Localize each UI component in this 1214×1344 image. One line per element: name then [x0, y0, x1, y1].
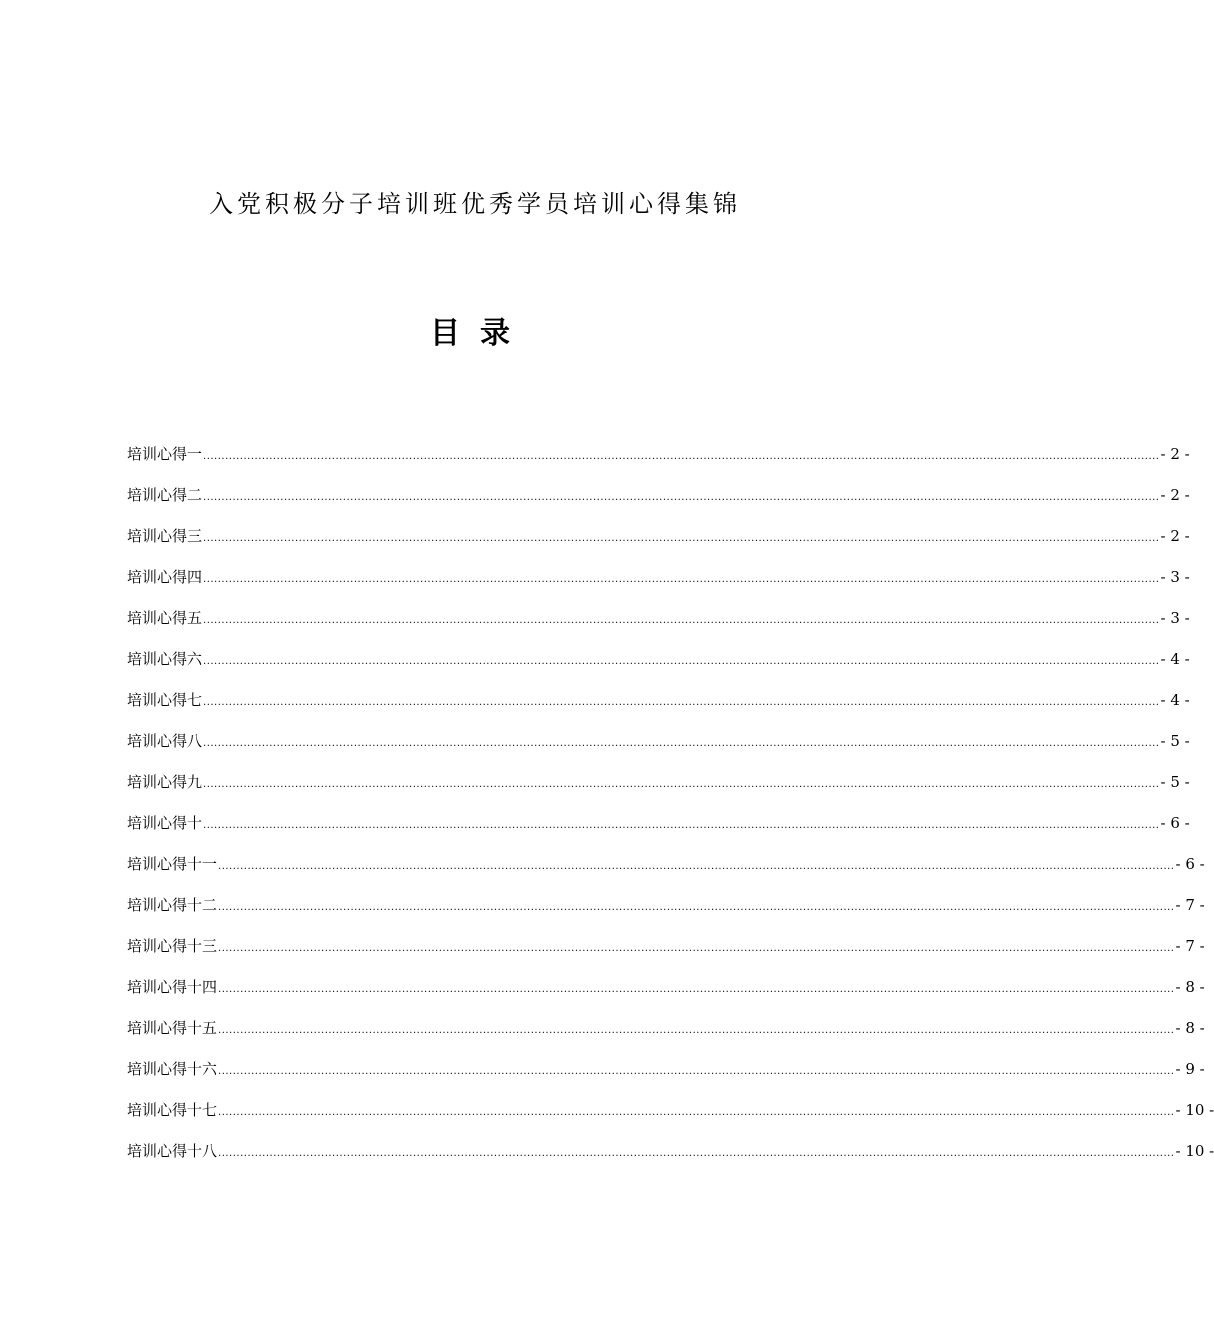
- toc-leader-dots: ....................................................................................................................................................................................................................................................................: [218, 943, 1175, 954]
- toc-leader-dots: ....................................................................................................................................................................................................................................................................: [218, 984, 1175, 995]
- toc-leader-dots: ....................................................................................................................................................................................................................................................................: [203, 492, 1160, 503]
- toc-entry[interactable]: [127, 812, 1190, 853]
- document-title: 入党积极分子培训班优秀学员培训心得集锦: [209, 190, 741, 218]
- toc-entry-page: - 6 -: [1160, 814, 1190, 832]
- toc-leader-dots: ....................................................................................................................................................................................................................................................................: [218, 1066, 1175, 1077]
- toc-leader-dots: ....................................................................................................................................................................................................................................................................: [218, 902, 1175, 913]
- toc-entry-page: - 9 -: [1175, 1060, 1205, 1078]
- toc-entry-label: 培训心得十八: [127, 1142, 218, 1160]
- toc-entry[interactable]: [127, 525, 1190, 566]
- toc-entry[interactable]: [127, 1058, 1205, 1099]
- toc-entry-page: - 3 -: [1160, 568, 1190, 586]
- toc-entry-page: - 2 -: [1160, 527, 1190, 545]
- toc-heading: 目录: [430, 316, 530, 351]
- toc-entry-label: 培训心得五: [127, 609, 203, 627]
- toc-leader-dots: ....................................................................................................................................................................................................................................................................: [203, 656, 1160, 667]
- toc-entry-page: - 2 -: [1160, 445, 1190, 463]
- toc-entry-label: 培训心得十七: [127, 1101, 218, 1119]
- toc-entry[interactable]: [127, 443, 1190, 484]
- toc-leader-dots: ....................................................................................................................................................................................................................................................................: [203, 738, 1160, 749]
- toc-entry-page: - 5 -: [1160, 732, 1190, 750]
- toc-entry-page: - 10 -: [1175, 1101, 1214, 1119]
- toc-entry-page: - 6 -: [1175, 855, 1205, 873]
- toc-leader-dots: ....................................................................................................................................................................................................................................................................: [203, 451, 1160, 462]
- toc-entry-page: - 7 -: [1175, 896, 1205, 914]
- toc-entry[interactable]: [127, 607, 1190, 648]
- toc-entry[interactable]: [127, 648, 1190, 689]
- toc-entry[interactable]: [127, 689, 1190, 730]
- toc-entry-label: 培训心得十一: [127, 855, 218, 873]
- toc-entry-label: 培训心得六: [127, 650, 203, 668]
- toc-entry-label: 培训心得十五: [127, 1019, 218, 1037]
- toc-entry-label: 培训心得十四: [127, 978, 218, 996]
- toc-entry-page: - 10 -: [1175, 1142, 1214, 1160]
- toc-entry-page: - 4 -: [1160, 650, 1190, 668]
- toc-leader-dots: ....................................................................................................................................................................................................................................................................: [218, 1107, 1175, 1118]
- toc-leader-dots: ....................................................................................................................................................................................................................................................................: [218, 861, 1175, 872]
- toc-entry-page: - 5 -: [1160, 773, 1190, 791]
- toc-entry-label: 培训心得十: [127, 814, 203, 832]
- toc-entry[interactable]: [127, 1099, 1214, 1140]
- toc-entry-page: - 8 -: [1175, 1019, 1205, 1037]
- toc-entry-page: - 8 -: [1175, 978, 1205, 996]
- toc-leader-dots: ....................................................................................................................................................................................................................................................................: [203, 697, 1160, 708]
- toc-leader-dots: ....................................................................................................................................................................................................................................................................: [203, 820, 1160, 831]
- toc-entry-page: - 7 -: [1175, 937, 1205, 955]
- toc-entry-label: 培训心得八: [127, 732, 203, 750]
- toc-entry[interactable]: [127, 730, 1190, 771]
- toc-entry[interactable]: [127, 566, 1190, 607]
- toc-entry-label: 培训心得三: [127, 527, 203, 545]
- toc-entry-label: 培训心得十六: [127, 1060, 218, 1078]
- toc-entry[interactable]: [127, 484, 1190, 525]
- toc-entry-page: - 3 -: [1160, 609, 1190, 627]
- toc-leader-dots: ....................................................................................................................................................................................................................................................................: [203, 779, 1160, 790]
- toc-entry-label: 培训心得十三: [127, 937, 218, 955]
- toc-leader-dots: ....................................................................................................................................................................................................................................................................: [203, 615, 1160, 626]
- toc-entry-label: 培训心得七: [127, 691, 203, 709]
- toc-entry[interactable]: [127, 935, 1205, 976]
- toc-entry-label: 培训心得一: [127, 445, 203, 463]
- toc-entry-page: - 4 -: [1160, 691, 1190, 709]
- toc-entry-label: 培训心得十二: [127, 896, 218, 914]
- toc-leader-dots: ....................................................................................................................................................................................................................................................................: [203, 533, 1160, 544]
- toc-entry-label: 培训心得二: [127, 486, 203, 504]
- toc-entry[interactable]: [127, 894, 1205, 935]
- toc-entry-label: 培训心得四: [127, 568, 203, 586]
- toc-leader-dots: ....................................................................................................................................................................................................................................................................: [218, 1025, 1175, 1036]
- toc-entry[interactable]: [127, 976, 1205, 1017]
- toc-entry-label: 培训心得九: [127, 773, 203, 791]
- toc-entry[interactable]: [127, 1017, 1205, 1058]
- table-of-contents: [127, 443, 1214, 1181]
- toc-entry[interactable]: [127, 853, 1205, 894]
- toc-leader-dots: ....................................................................................................................................................................................................................................................................: [218, 1148, 1175, 1159]
- toc-entry[interactable]: [127, 1140, 1214, 1181]
- toc-entry[interactable]: [127, 771, 1190, 812]
- toc-entry-page: - 2 -: [1160, 486, 1190, 504]
- toc-leader-dots: ....................................................................................................................................................................................................................................................................: [203, 574, 1160, 585]
